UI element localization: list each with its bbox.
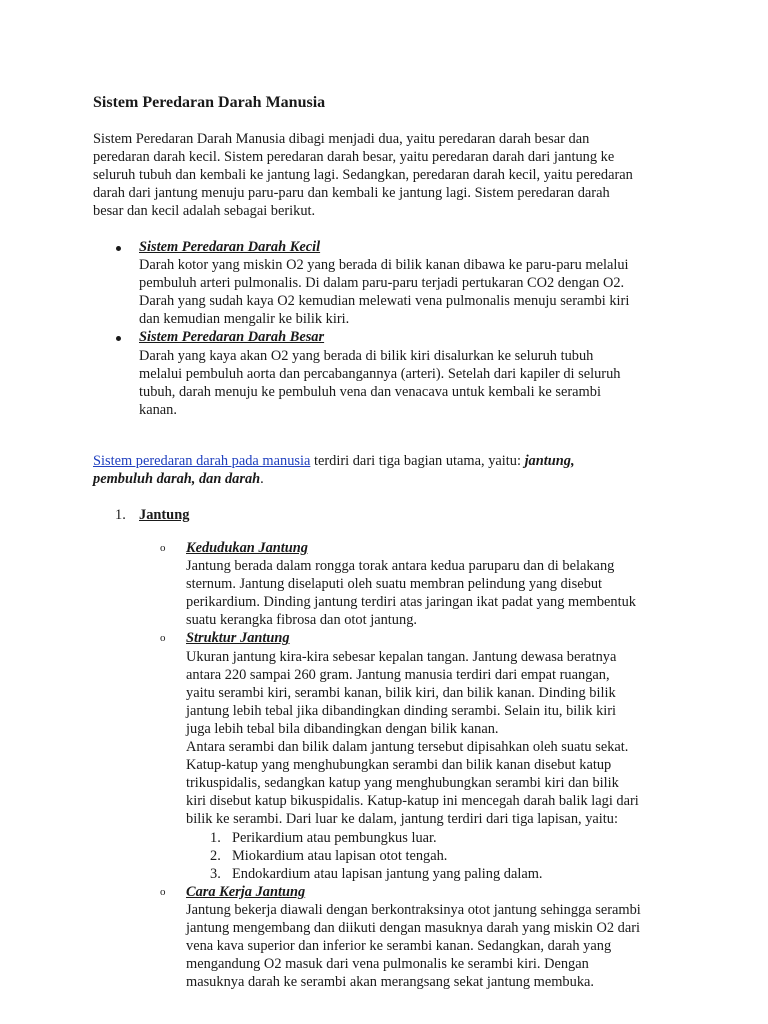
list-number: 1. bbox=[210, 829, 221, 846]
bullet-dot-icon bbox=[116, 246, 121, 251]
subsection-heading: Kedudukan Jantung bbox=[186, 540, 308, 556]
section-item-jantung bbox=[93, 506, 693, 524]
paragraph-line: suatu kerangka fibrosa dan otot jantung. bbox=[186, 612, 417, 629]
paragraph-line: dan kemudian mengalir ke bilik kiri. bbox=[139, 311, 350, 328]
circulation-bullet-list bbox=[93, 238, 693, 419]
paragraph-line: mengandung O2 masuk dari vena pulmonalis ke serambi kiri. Dengan bbox=[186, 956, 589, 973]
paragraph-line: Jantung bekerja diawali dengan berkontraksinya otot jantung sehingga serambi bbox=[186, 901, 641, 918]
bullet-heading: Sistem Peredaran Darah Besar bbox=[139, 329, 325, 346]
paragraph-line: trikuspidalis, sedangkan katup yang menghubungkan serambi kiri dan bilik bbox=[186, 775, 619, 792]
subsection-struktur-jantung bbox=[160, 629, 686, 882]
bullet-dot-icon bbox=[116, 336, 121, 341]
list-item-text: Miokardium atau lapisan otot tengah. bbox=[232, 847, 448, 864]
paragraph-line: Jantung berada dalam rongga torak antara kedua paruparu dan di belakang bbox=[186, 558, 615, 575]
paragraph-line: jantung mengembang dan diikuti dengan masuknya darah yang miskin O2 dari bbox=[186, 919, 641, 936]
paragraph-line: melalui pembuluh aorta dan percabangannya (arteri). Setelah dari kapiler di seluruh bbox=[139, 365, 621, 382]
three-parts-paragraph bbox=[93, 452, 693, 488]
bullet-heading: Sistem Peredaran Darah Kecil bbox=[139, 239, 321, 255]
paragraph-line: jantung lebih tebal jika dibandingkan dinding serambi. Selain itu, bilik kiri bbox=[186, 702, 617, 719]
heart-layer-item bbox=[210, 829, 686, 847]
bullet-item-darah-kecil bbox=[93, 238, 693, 328]
paragraph-line: seluruh tubuh dan kembali ke jantung lagi. Sedangkan, peredaran darah kecil, yaitu peredaran bbox=[93, 167, 633, 184]
paragraph-line: Antara serambi dan bilik dalam jantung tersebut dipisahkan oleh suatu sekat. bbox=[186, 739, 629, 756]
subsection-cara-kerja-jantung bbox=[160, 883, 686, 992]
heart-layers-list bbox=[186, 829, 686, 883]
circulation-link[interactable]: Sistem peredaran darah pada manusia bbox=[93, 453, 311, 469]
paragraph-line: juga lebih tebal bila dibandingkan dengan bilik kanan. bbox=[186, 720, 499, 737]
heart-layer-item bbox=[210, 865, 686, 883]
paragraph-line: kiri disebut katup bikuspidalis. Katup-katup ini mencegah darah balik lagi dari bbox=[186, 793, 639, 810]
list-item-text: Endokardium atau lapisan jantung yang paling dalam. bbox=[232, 865, 543, 882]
bullet-body bbox=[139, 347, 693, 419]
section-heading: Jantung bbox=[139, 507, 190, 523]
document-title: Sistem Peredaran Darah Manusia bbox=[93, 94, 326, 111]
paragraph-line: peredaran darah kecil. Sistem peredaran darah besar, yaitu peredaran darah dari jantung ke bbox=[93, 149, 615, 166]
paragraph-line: Darah kotor yang miskin O2 yang berada di bilik kanan dibawa ke paru-paru melalui bbox=[139, 257, 629, 274]
list-number: 3. bbox=[210, 865, 221, 882]
paragraph-line: darah dari jantung menuju paru-paru dan kembali ke jantung lagi. Sistem peredaran darah bbox=[93, 185, 610, 202]
paragraph-line bbox=[93, 452, 693, 470]
paragraph-line: Darah yang kaya akan O2 yang berada di bilik kiri disalurkan ke seluruh tubuh bbox=[139, 347, 594, 364]
emphasis-text: jantung, bbox=[524, 453, 575, 469]
circle-bullet-icon: o bbox=[160, 632, 166, 645]
subsection-heading: Struktur Jantung bbox=[186, 630, 290, 647]
heart-layer-item bbox=[210, 847, 686, 865]
paragraph-line: yaitu serambi kiri, serambi kanan, bilik kiri, dan bilik kanan. Dinding bilik bbox=[186, 684, 616, 701]
paragraph-text: terdiri dari tiga bagian utama, yaitu: bbox=[310, 453, 525, 469]
paragraph-line: masuknya darah ke serambi akan merangsang sekat jantung membuka. bbox=[186, 974, 594, 991]
circle-bullet-icon: o bbox=[160, 885, 166, 898]
paragraph-line: perikardium. Dinding jantung terdiri atas jaringan ikat padat yang membentuk bbox=[186, 594, 636, 611]
paragraph-line: Katup-katup yang menghubungkan serambi dan bilik kanan disebut katup bbox=[186, 757, 612, 774]
paragraph-line: vena kava superior dan inferior ke serambi kanan. Sedangkan, darah yang bbox=[186, 938, 612, 955]
paragraph-text: . bbox=[260, 471, 264, 488]
paragraph-line: tubuh, darah menuju ke pembuluh vena dan venacava untuk kembali ke serambi bbox=[139, 383, 601, 400]
emphasis-text: pembuluh darah, dan darah bbox=[93, 471, 261, 488]
paragraph-line: bilik ke serambi. Dari luar ke dalam, jantung terdiri dari tiga lapisan, yaitu: bbox=[186, 811, 618, 828]
paragraph-line: sternum. Jantung diselaputi oleh suatu membran pelindung yang disebut bbox=[186, 576, 603, 593]
circle-bullet-icon: o bbox=[160, 542, 166, 554]
paragraph-line: pembuluh arteri pulmonalis. Di dalam paru-paru terjadi pertukaran CO2 dengan O2. bbox=[139, 275, 625, 292]
section-number: 1. bbox=[115, 507, 126, 523]
list-number: 2. bbox=[210, 847, 221, 864]
numbered-section-list bbox=[93, 506, 693, 524]
subsection-heading: Cara Kerja Jantung bbox=[186, 883, 306, 900]
paragraph-line: Darah yang sudah kaya O2 kemudian melewati vena pulmonalis menuju serambi kiri bbox=[139, 293, 630, 310]
paragraph-line bbox=[93, 470, 693, 488]
bullet-body bbox=[139, 256, 693, 328]
jantung-subsection-list bbox=[160, 539, 686, 991]
paragraph-line: besar dan kecil adalah sebagai berikut. bbox=[93, 203, 316, 220]
paragraph-line: antara 220 sampai 260 gram. Jantung manusia terdiri dari empat ruangan, bbox=[186, 666, 610, 683]
paragraph-line: kanan. bbox=[139, 401, 177, 418]
paragraph-line: Ukuran jantung kira-kira sebesar kepalan tangan. Jantung dewasa beratnya bbox=[186, 648, 617, 665]
list-item-text: Perikardium atau pembungkus luar. bbox=[232, 829, 437, 846]
bullet-item-darah-besar bbox=[93, 328, 693, 418]
intro-paragraph bbox=[93, 130, 693, 220]
subsection-kedudukan-jantung bbox=[160, 539, 686, 629]
paragraph-line: Sistem Peredaran Darah Manusia dibagi menjadi dua, yaitu peredaran darah besar dan bbox=[93, 131, 590, 147]
